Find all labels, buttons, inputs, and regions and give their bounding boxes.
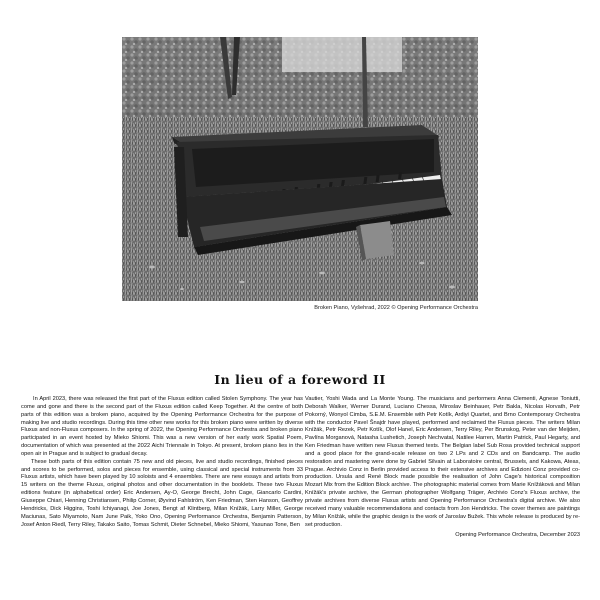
page-title: In lieu of a foreword II	[214, 372, 386, 387]
text-column-right	[305, 396, 580, 540]
piano-illustration	[122, 37, 478, 301]
paragraph: In April 2023, there was released the first part of the Fluxus edition called Stolen Symphony. The year has come and gone and there is the second part of the Fluxus edition called Keep Together. At the centre of both parts of this edition was a broken piano, acquired by the Opening Performance Orchestra for the purpose of making live and studio recordings. During this time other new works for this broken piano were written by diverse Fluxus and non-Fluxus composers. In the spring of 2022, the Opening Performance Orchestra and broken piano participated in an event hosted by Mieko Shiomi. This was a new version of her early work Spatial Poem, documentation of which was presented at the 2022 Aichi Triennale in Tokyo. At present, broken piano lies in the open air in Prague and is subject to gradual decay.	[21, 396, 303, 457]
paragraph: These both parts of this edition contain 75 new and old pieces, live and studio recordings, finished pieces and scores to be performed, solos and pieces for ensemble, using classical and special instruments from 33 Fluxus artists, which have been played by 10 soloists and 4 ensembles. There are new essays and artists from 15 writers on the theme Fluxus, original photos and other documentation in the booklets. These two Fluxus editions feature (in alphabetical order) Eric Andersen, Ay-O, George Brecht, John Cage, Giancarlo Cardini, Giuseppe Chiari, Henning Christiansen, Philip Corner, Øyvind Fahlström, Ken Friedman, Sten Hanson, Geoffrey Hendricks, Dick Higgins, Toshi Ichiyanagi, Joe Jones, Bengt af Klintberg, Milan Knížák, Larry Miller, George Maciunas, Sato Miyamoto, Nam June Paik, Yoko Ono, Opening Performance Orchestra, Benjamin Patterson, Josef Anton Riedl, Terry Riley, Takako Saito, Tomas Schmit, Dieter Schnebel, Mieko Shiomi, Yasunao Tone, Ben	[21, 458, 303, 528]
broken-piano-photo	[122, 37, 478, 301]
paragraph: Vautier, Yoshi Wada and La Monte Young. The musicians and performers Anna Clementi, Agnese Toniutti, Deborah Walker, Werner Durand, Luciano Chessa, Miroslav Beinhauer, Petr Bakla, Nicolas Horvath, Petr Pokorný, Wonyol Cimba, S.E.M. Ensemble with Petr Kotík, Ardiyi Quartet, and Brno Contemporary Orchestra with the conductor Pavel Šnajdr have played, performed and reclaimed the Fluxus pieces. The writers Milan Knížák, Petr Rezek, Petr Kotík, Olof Hanel, Eric Andersen, Terry Riley, Per Brunskog, Peter van der Meijden, Pavlína Morganová, Natasha Lushetich, Joseph Nechvatal, Natilee Harren, Martin Patrick, Paul Hegarty, and Ken Friedman have written new Fluxus themed texts. The Belgian label Sub Rosa provided technical support and a good place for the grand-scale release on two 2 LPs and 2 CDs and on Bandcamp. The audio restoration and mastering were done by Gabriel Silvain at Laboratoire central, Brussels, and Kakowa, Ateas, Prague. Archivio Conz in Berlin provided access to their extensive archives and Edizioni Conz provided co-production. Ursula and René Block made possible the realisation of John Cage's historical composition Mozart Mix from the Edition Block archive. The photographic material comes from Marie Knížáková and Milan Knížák's private archive, the German photographer Wolfgang Träger, Archivio Conz's Fluxus archive, the private archives from diverse Fluxus artists and Opening Performance Orchestra's digital archive. We also received many valuable recommendations and contacts from Jon Hendricks. The cover themes are paintings by Milan Knížák, while the graphic design is the work of Jaroslav Bužek. This whole release is produced by re-set production.	[305, 396, 580, 528]
text-column-left	[21, 396, 303, 529]
signoff: Opening Performance Orchestra, December 2023	[455, 532, 580, 539]
photo-caption: Broken Piano, Vyšehrad, 2022 © Opening Performance Orchestra	[314, 305, 478, 311]
